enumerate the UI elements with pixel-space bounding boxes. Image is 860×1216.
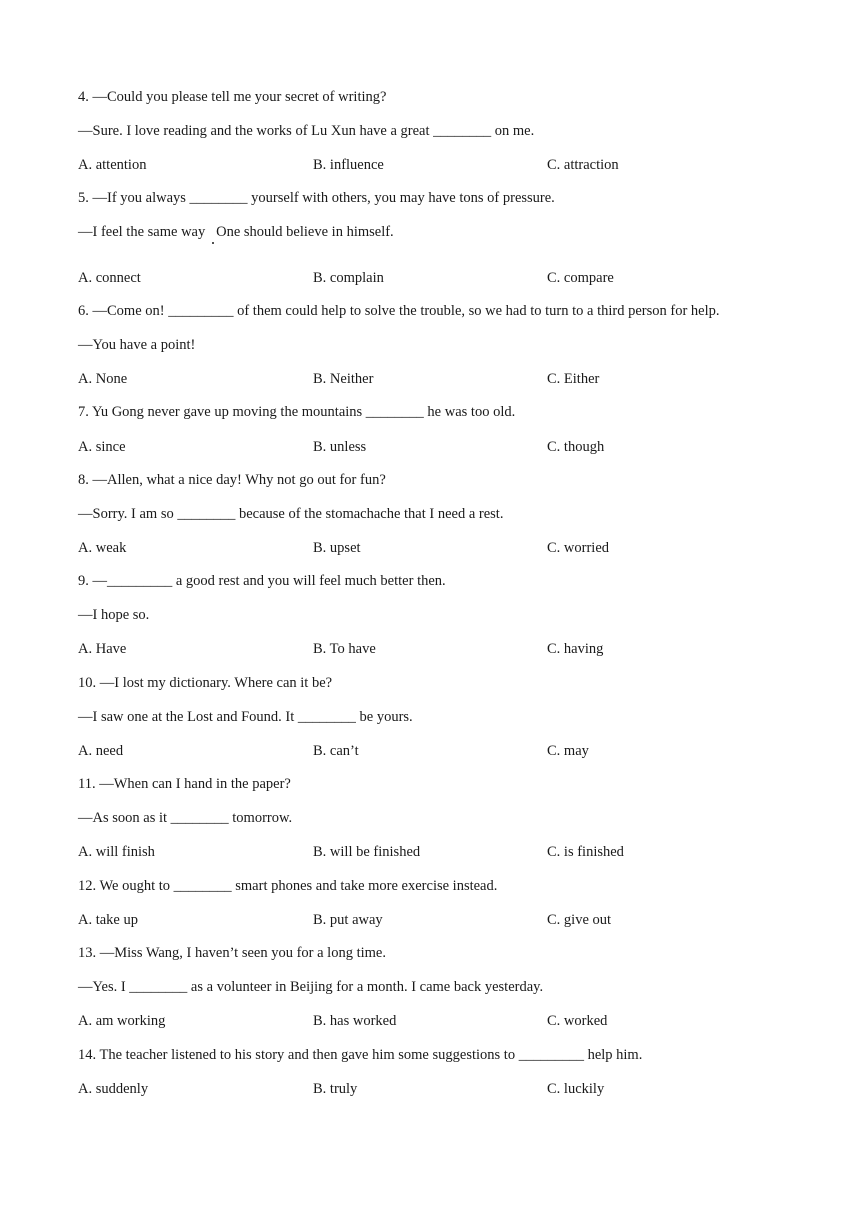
question-5-option-a: A. connect	[78, 270, 141, 286]
question-11-option-b: B. will be finished	[313, 844, 421, 860]
question-8-option-b: B. upset	[313, 540, 361, 556]
question-13-option-a: A. am working	[78, 1013, 166, 1029]
question-6-option-c: C. Either	[547, 371, 600, 387]
question-11-stem: 11. —When can I hand in the paper?	[78, 776, 291, 792]
question-4-stem: 4. —Could you please tell me your secret of writing?	[78, 89, 387, 105]
question-4-option-b: B. influence	[313, 157, 384, 173]
question-9-option-b: B. To have	[313, 641, 376, 657]
question-10-option-c: C. may	[547, 743, 589, 759]
question-14-option-c: C. luckily	[547, 1081, 605, 1097]
question-10-reply: —I saw one at the Lost and Found. It ________ be yours.	[78, 709, 413, 725]
question-13-reply: —Yes. I ________ as a volunteer in Beijing for a month. I came back yesterday.	[78, 979, 544, 995]
question-5-option-c: C. compare	[547, 270, 614, 286]
question-12-option-a: A. take up	[78, 912, 138, 928]
question-8-option-c: C. worried	[547, 540, 610, 556]
question-4-reply: —Sure. I love reading and the works of Lu Xun have a great ________ on me.	[78, 123, 535, 139]
question-6-reply: —You have a point!	[78, 337, 196, 353]
question-13-stem: 13. —Miss Wang, I haven’t seen you for a long time.	[78, 945, 386, 961]
question-7-option-c: C. though	[547, 439, 605, 455]
question-10-option-a: A. need	[78, 743, 124, 759]
question-11-option-a: A. will finish	[78, 844, 155, 860]
question-11-option-c: C. is finished	[547, 844, 624, 860]
question-9-reply: —I hope so.	[78, 607, 150, 623]
question-12-option-c: C. give out	[547, 912, 612, 928]
question-8-option-a: A. weak	[78, 540, 127, 556]
question-14-option-a: A. suddenly	[78, 1081, 149, 1097]
question-7-option-b: B. unless	[313, 439, 367, 455]
question-6-stem: 6. —Come on! _________ of them could help to solve the trouble, so we had to turn to a third person for help.	[78, 303, 720, 319]
question-9-stem: 9. —_________ a good rest and you will feel much better then.	[78, 573, 446, 589]
question-13-option-b: B. has worked	[313, 1013, 397, 1029]
question-5-stem: 5. —If you always ________ yourself with others, you may have tons of pressure.	[78, 190, 555, 206]
question-10-option-b: B. can’t	[313, 743, 359, 759]
question-13-option-c: C. worked	[547, 1013, 608, 1029]
question-6-option-a: A. None	[78, 371, 128, 387]
question-5-option-b: B. complain	[313, 270, 384, 286]
question-5-reply: —I feel the same way One should believe in himself.	[78, 224, 394, 240]
question-12-option-b: B. put away	[313, 912, 383, 928]
question-4-option-a: A. attention	[78, 157, 147, 173]
question-11-reply: —As soon as it ________ tomorrow.	[78, 810, 293, 826]
question-9-option-c: C. having	[547, 641, 604, 657]
question-14-stem: 14. The teacher listened to his story and then gave him some suggestions to _________ help him.	[78, 1047, 643, 1063]
question-6-option-b: B. Neither	[313, 371, 374, 387]
question-8-stem: 8. —Allen, what a nice day! Why not go out for fun?	[78, 472, 386, 488]
question-8-reply: —Sorry. I am so ________ because of the stomachache that I need a rest.	[78, 506, 504, 522]
question-14-option-b: B. truly	[313, 1081, 358, 1097]
question-7-option-a: A. since	[78, 439, 126, 455]
question-9-option-a: A. Have	[78, 641, 127, 657]
question-7-stem: 7. Yu Gong never gave up moving the mountains ________ he was too old.	[78, 404, 516, 420]
question-12-stem: 12. We ought to ________ smart phones and take more exercise instead.	[78, 878, 498, 894]
question-4-option-c: C. attraction	[547, 157, 619, 173]
question-10-stem: 10. —I lost my dictionary. Where can it be?	[78, 675, 333, 691]
punctuation-mark	[212, 242, 214, 244]
